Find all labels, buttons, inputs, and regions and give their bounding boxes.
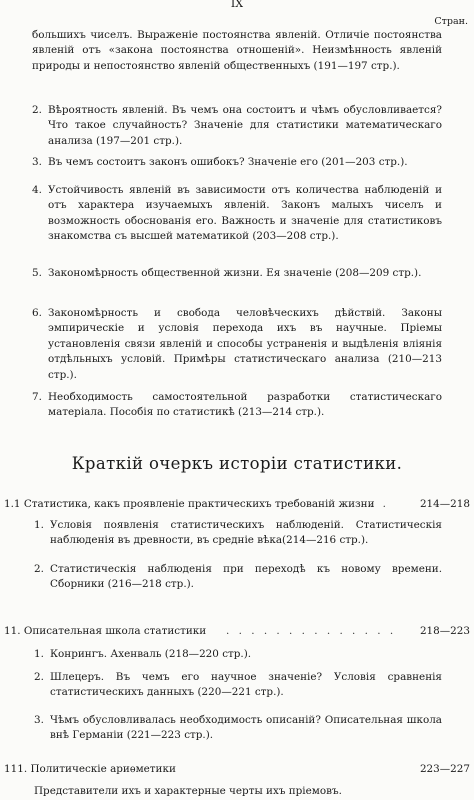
list-item <box>32 390 442 421</box>
section-label: 111. Политическіе ариѳметики <box>4 763 176 775</box>
page-number: IX <box>230 0 244 10</box>
list-item <box>32 155 442 170</box>
item-number: 1. <box>34 519 44 531</box>
item-number: 3. <box>32 156 42 168</box>
list-item <box>32 266 442 281</box>
item-text: Закономѣрность и свобода человѣческихъ дѣйствій. Законы эмпирическіе и условія перехода ихъ въ научные. Пріемы установленія связи явленій и способы устраненія и выдѣленія вліянія отдѣльныхъ условій. Примѣры статистическаго анализа (210—213 стр.). <box>48 307 442 381</box>
list-item <box>32 103 442 149</box>
list-item <box>34 713 442 744</box>
section-label: 11. Описательная школа статистики <box>4 625 207 637</box>
item-text: Конрингъ. Ахенваль (218—220 стр.). <box>50 648 252 660</box>
list-item <box>34 562 442 593</box>
item-text: Шлецеръ. Въ чемъ его научное значеніе? Условія сравненія статистическихъ данныхъ (220—221 стр.). <box>50 671 442 699</box>
item-number: 2. <box>32 104 42 116</box>
list-item <box>34 518 442 549</box>
list-item <box>34 670 442 701</box>
section-heading: Краткій очеркъ исторіи статистики. <box>71 454 403 473</box>
item-number: 6. <box>32 307 42 319</box>
section-pages: 223—227 <box>419 763 470 775</box>
item-number: 2. <box>34 671 44 683</box>
section-label: 1.1 Статистика, какъ проявленіе практическихъ требованій жизни <box>4 498 375 510</box>
item-number: 7. <box>32 391 42 403</box>
item-number: 2. <box>34 563 44 575</box>
section-pages: 214—218 <box>419 498 470 510</box>
item-text: Статистическія наблюденія при переходѣ къ новому времени. Сборники (216—218 стр.). <box>50 563 442 591</box>
section-pages: 218—223 <box>419 625 470 637</box>
continued-paragraph: большихъ чиселъ. Выраженіе постоянства явленій. Отличіе постоянства явленій отъ «закона постоянства отношеній». Неизмѣнность явленій природы и непостоянство явленій общественныхъ (191—197 стр.). <box>32 29 442 72</box>
item-text: Условія появленія статистическихъ наблюденій. Статистическія наблюденія въ древности, въ средніе вѣка(214—216 стр.). <box>50 519 442 547</box>
item-text: Устойчивость явленій въ зависимости отъ количества наблюденій и отъ характера изучаемыхъ явленій. Законъ малыхъ чиселъ и возможность обоснованія его. Важность и значеніе для статистиковъ знакомства съ высшей математикой (203—208 стр.). <box>48 184 442 243</box>
leader-dots: . . <box>370 498 389 510</box>
section-description: Представители ихъ и характерные черты ихъ пріемовъ. <box>34 785 342 797</box>
item-number: 1. <box>34 648 44 660</box>
item-number: 5. <box>32 267 42 279</box>
item-number: 4. <box>32 184 42 196</box>
item-text: Необходимость самостоятельной разработки статистическаго матеріала. Пособія по статистикѣ (213—214 стр.). <box>48 391 442 419</box>
list-item <box>32 306 442 383</box>
item-text: Чѣмъ обусловливалась необходимость описаній? Описательная школа внѣ Германіи (221—223 стр.). <box>50 714 442 742</box>
leader-dots: . . . . . . . . . . . . . . <box>226 625 397 637</box>
item-text: Закономѣрность общественной жизни. Ея значеніе (208—209 стр.). <box>48 267 422 279</box>
item-text: Въ чемъ состоитъ законъ ошибокъ? Значеніе его (201—203 стр.). <box>48 156 408 168</box>
item-text: Вѣроятность явленій. Въ чемъ она состоитъ и чѣмъ обусловливается? Что такое случайность? Значеніе для статистики математическаго анализа (197—201 стр.). <box>48 104 442 147</box>
list-item <box>34 647 442 662</box>
item-number: 3. <box>34 714 44 726</box>
list-item <box>32 183 442 245</box>
pages-column-label: Стран. <box>434 16 468 27</box>
